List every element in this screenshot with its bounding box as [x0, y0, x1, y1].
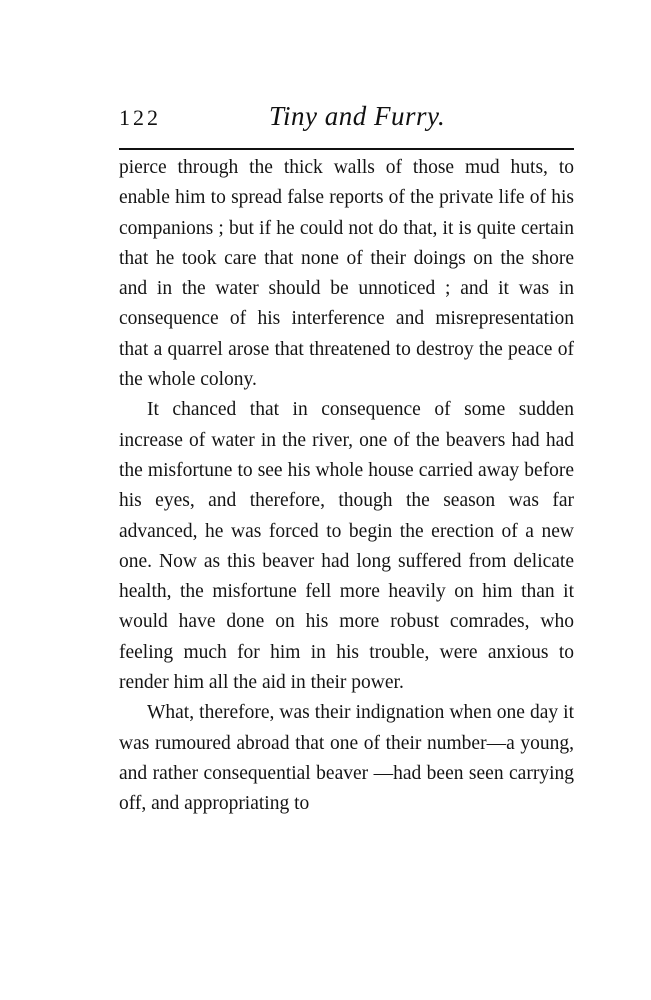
paragraph: It chanced that in consequence of some sudden increase of water in the river, one of the beavers had had the misfortune to see his whole house carried away before his eyes, and therefore, though the season was far advanced, he was forced to begin the erection of a new one. Now as this beaver had long suffered from delicate health, the misfortune fell more heavily on him than it would have done on his more robust comrades, who feeling much for him in his trouble, were anxious to render him all the aid in their power.	[119, 399, 574, 694]
book-title: Tiny and Furry.	[269, 101, 446, 131]
page-number: 122	[119, 105, 161, 130]
header-rule	[119, 148, 574, 150]
body-text	[119, 153, 574, 820]
paragraph-continued: pierce through the thick walls of those mud huts, to enable him to spread false reports of the private life of his companions ; but if he could not do that, it is quite certain that he took care that none of their doings on the shore and in the water should be unnoticed ; and it was in consequence of his interference and misrepresentation that a quarrel arose that threatened to destroy the peace of the whole colony.	[119, 157, 574, 391]
paragraph: What, therefore, was their indignation when one day it was rumoured abroad that one of their number—a young, and rather consequential beaver —had been seen carrying off, and appropriating to	[119, 702, 574, 815]
running-head	[119, 101, 574, 135]
